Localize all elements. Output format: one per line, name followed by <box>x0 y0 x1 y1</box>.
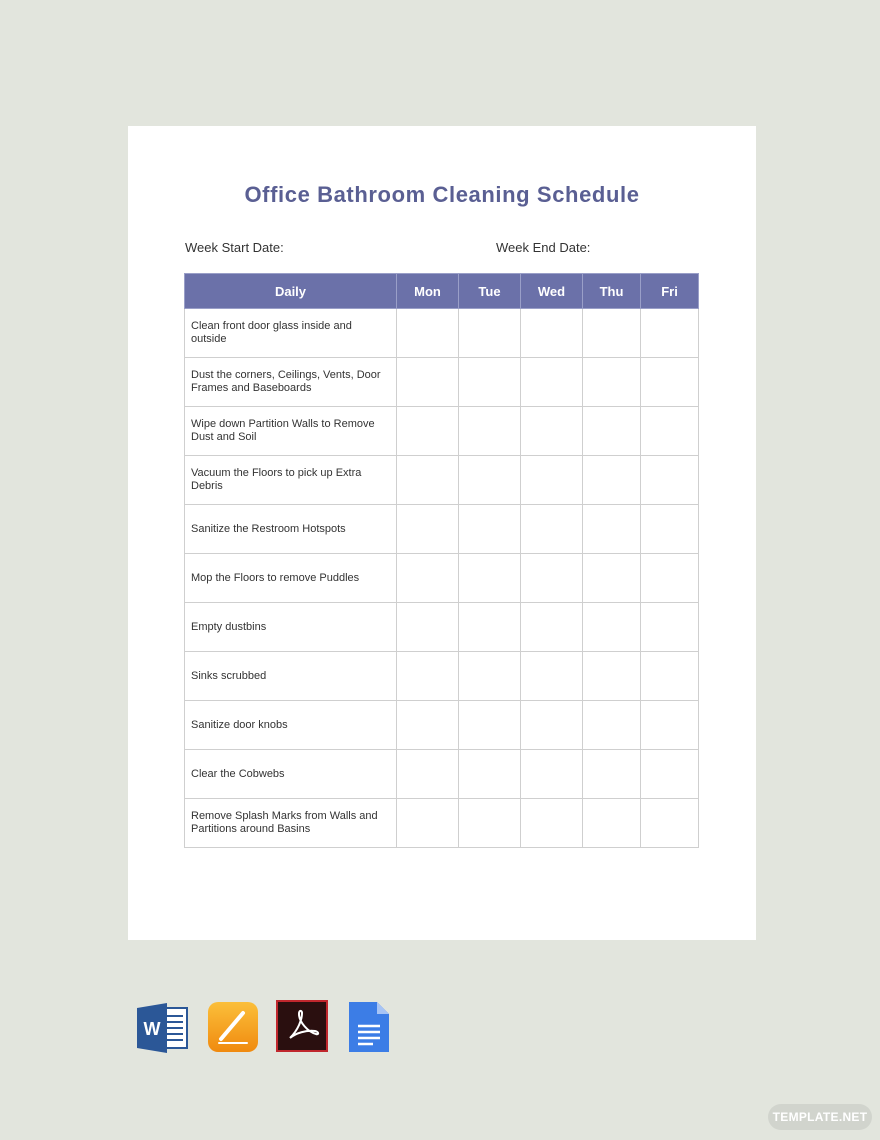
mon-cell[interactable] <box>397 554 459 603</box>
task-cell: Clear the Cobwebs <box>185 750 397 799</box>
header-thu: Thu <box>583 274 641 309</box>
header-fri: Fri <box>641 274 699 309</box>
table-row <box>185 505 699 554</box>
week-end-label: Week End Date: <box>496 240 591 255</box>
document-title: Office Bathroom Cleaning Schedule <box>244 182 640 207</box>
mon-cell[interactable] <box>397 652 459 701</box>
header-mon: Mon <box>397 274 459 309</box>
mon-cell[interactable] <box>397 750 459 799</box>
task-cell: Sinks scrubbed <box>185 652 397 701</box>
google-docs-icon[interactable] <box>347 1000 391 1059</box>
fri-cell[interactable] <box>641 799 699 848</box>
fri-cell[interactable] <box>641 701 699 750</box>
thu-cell[interactable] <box>583 652 641 701</box>
wed-cell[interactable] <box>521 407 583 456</box>
thu-cell[interactable] <box>583 309 641 358</box>
fri-cell[interactable] <box>641 554 699 603</box>
fri-cell[interactable] <box>641 309 699 358</box>
header-wed: Wed <box>521 274 583 309</box>
task-cell: Sanitize the Restroom Hotspots <box>185 505 397 554</box>
mon-cell[interactable] <box>397 603 459 652</box>
fri-cell[interactable] <box>641 505 699 554</box>
wed-cell[interactable] <box>521 799 583 848</box>
table-row <box>185 456 699 505</box>
thu-cell[interactable] <box>583 407 641 456</box>
wed-cell[interactable] <box>521 358 583 407</box>
tue-cell[interactable] <box>459 701 521 750</box>
tue-cell[interactable] <box>459 505 521 554</box>
document-page <box>128 126 756 940</box>
tue-cell[interactable] <box>459 554 521 603</box>
table-header-row <box>185 274 699 309</box>
table-row <box>185 701 699 750</box>
mon-cell[interactable] <box>397 456 459 505</box>
thu-cell[interactable] <box>583 505 641 554</box>
wed-cell[interactable] <box>521 603 583 652</box>
mon-cell[interactable] <box>397 799 459 848</box>
table-row <box>185 358 699 407</box>
thu-cell[interactable] <box>583 799 641 848</box>
svg-text:W: W <box>143 1019 161 1039</box>
mon-cell[interactable] <box>397 505 459 554</box>
wed-cell[interactable] <box>521 750 583 799</box>
table-row <box>185 652 699 701</box>
week-start-label: Week Start Date: <box>185 240 284 255</box>
wed-cell[interactable] <box>521 701 583 750</box>
task-cell: Dust the corners, Ceilings, Vents, Door Frames and Baseboards <box>185 358 397 407</box>
table-row <box>185 554 699 603</box>
task-cell: Sanitize door knobs <box>185 701 397 750</box>
word-icon[interactable] <box>137 1002 189 1059</box>
thu-cell[interactable] <box>583 750 641 799</box>
thu-cell[interactable] <box>583 554 641 603</box>
fri-cell[interactable] <box>641 652 699 701</box>
fri-cell[interactable] <box>641 603 699 652</box>
header-daily: Daily <box>185 274 397 309</box>
tue-cell[interactable] <box>459 456 521 505</box>
table-row <box>185 407 699 456</box>
wed-cell[interactable] <box>521 456 583 505</box>
tue-cell[interactable] <box>459 358 521 407</box>
tue-cell[interactable] <box>459 407 521 456</box>
fri-cell[interactable] <box>641 358 699 407</box>
wed-cell[interactable] <box>521 309 583 358</box>
fri-cell[interactable] <box>641 750 699 799</box>
task-cell: Remove Splash Marks from Walls and Partitions around Basins <box>185 799 397 848</box>
table-row <box>185 750 699 799</box>
table-row <box>185 309 699 358</box>
mon-cell[interactable] <box>397 407 459 456</box>
tue-cell[interactable] <box>459 309 521 358</box>
mon-cell[interactable] <box>397 701 459 750</box>
thu-cell[interactable] <box>583 358 641 407</box>
task-cell: Wipe down Partition Walls to Remove Dust and Soil <box>185 407 397 456</box>
header-tue: Tue <box>459 274 521 309</box>
task-cell: Mop the Floors to remove Puddles <box>185 554 397 603</box>
schedule-table <box>184 273 699 848</box>
tue-cell[interactable] <box>459 799 521 848</box>
wed-cell[interactable] <box>521 554 583 603</box>
wed-cell[interactable] <box>521 505 583 554</box>
thu-cell[interactable] <box>583 603 641 652</box>
tue-cell[interactable] <box>459 652 521 701</box>
task-cell: Clean front door glass inside and outside <box>185 309 397 358</box>
tue-cell[interactable] <box>459 750 521 799</box>
mon-cell[interactable] <box>397 358 459 407</box>
task-cell: Empty dustbins <box>185 603 397 652</box>
task-cell: Vacuum the Floors to pick up Extra Debris <box>185 456 397 505</box>
thu-cell[interactable] <box>583 701 641 750</box>
pdf-icon[interactable] <box>276 1000 328 1057</box>
pages-icon[interactable] <box>207 1001 259 1058</box>
table-row <box>185 603 699 652</box>
template-watermark: TEMPLATE.NET <box>768 1104 872 1130</box>
wed-cell[interactable] <box>521 652 583 701</box>
format-icons-bar <box>137 1000 397 1054</box>
fri-cell[interactable] <box>641 456 699 505</box>
thu-cell[interactable] <box>583 456 641 505</box>
tue-cell[interactable] <box>459 603 521 652</box>
fri-cell[interactable] <box>641 407 699 456</box>
mon-cell[interactable] <box>397 309 459 358</box>
table-row <box>185 799 699 848</box>
